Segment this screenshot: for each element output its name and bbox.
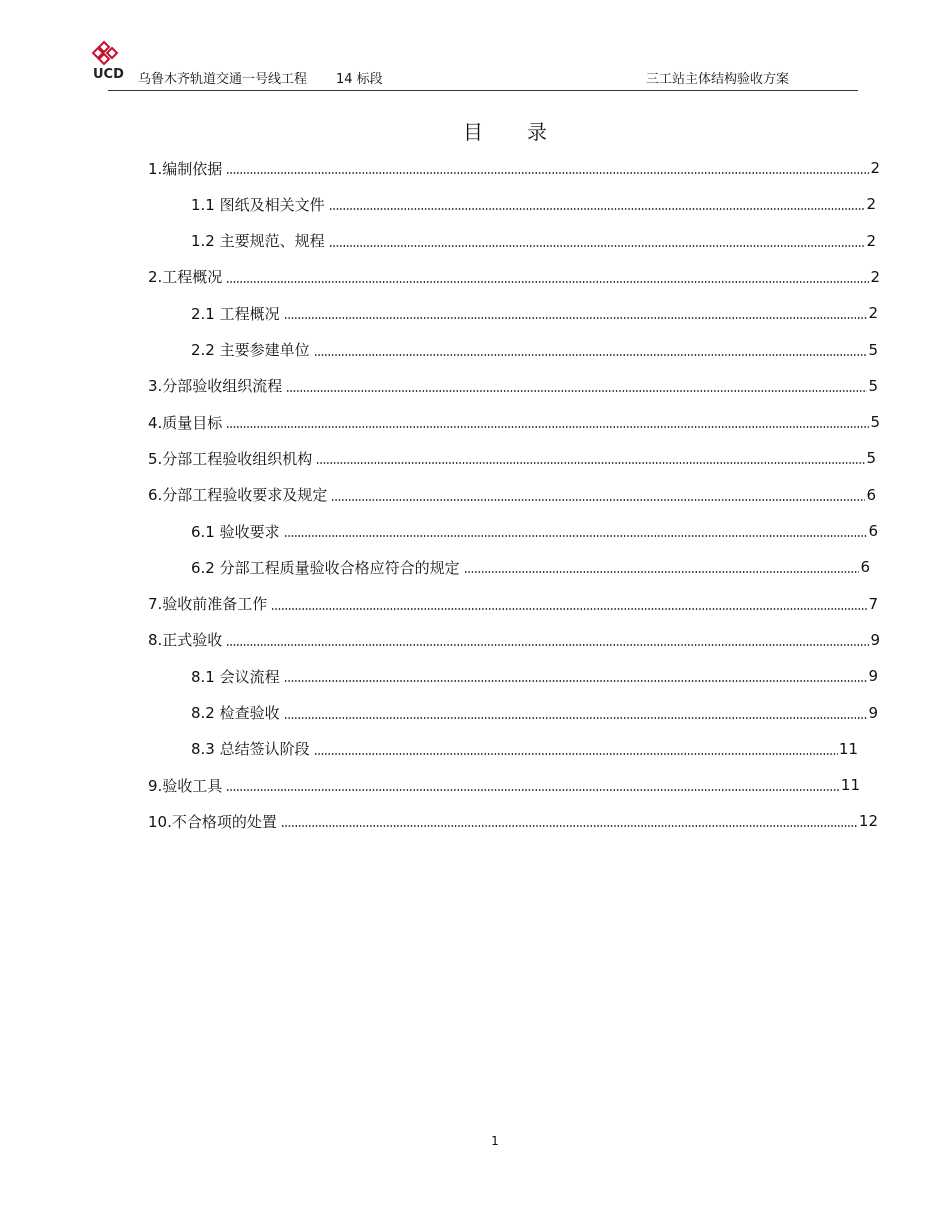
toc-entry-page: 6 [860,558,870,577]
toc-entry[interactable] [148,477,876,513]
toc-entry-page: 6 [868,522,878,540]
toc-entry-page: 2 [866,195,876,214]
toc-entry[interactable] [191,658,878,694]
toc-entry[interactable] [148,150,880,186]
toc-entry-label: 5.分部工程验收组织机构 [148,449,313,468]
header-project [138,68,383,87]
section-name: 14 标段 [335,72,383,87]
toc-entry-page: 9 [868,703,878,722]
toc-leader-dots [226,644,869,646]
toc-entry[interactable] [148,259,880,295]
toc-entry[interactable] [191,186,876,222]
toc-leader-dots [464,571,860,573]
toc-leader-dots [314,753,838,755]
toc-leader-dots [331,499,865,501]
toc-title [0,116,950,145]
toc-leader-dots [314,354,868,356]
toc-entry[interactable] [191,332,878,368]
toc-leader-dots [286,390,867,392]
header-doc-title: 三工站主体结构验收方案 [646,72,790,87]
toc-entry-label: 6.1 验收要求 [191,522,280,541]
toc-entry-page: 11 [840,776,860,795]
toc-leader-dots [329,208,866,210]
toc-entry-label: 7.验收前准备工作 [148,595,268,614]
toc-leader-dots [284,535,868,537]
toc-leader-dots [284,317,868,319]
toc-entry[interactable] [148,404,880,440]
toc-entry-label: 2.1 工程概况 [191,304,280,323]
toc-entry-page: 2 [870,159,880,177]
toc-leader-dots [226,426,869,428]
toc-entry-label: 3.分部验收组织流程 [148,377,283,396]
toc-entry-page: 12 [858,812,878,831]
page-number: 1 [491,1134,499,1148]
toc-entry-page: 5 [868,340,878,359]
header-rule [108,90,858,91]
toc-entry-page: 9 [870,630,880,649]
svg-text:UCD: UCD [93,67,124,82]
toc-entry-page: 5 [870,413,880,432]
ucd-logo [92,38,132,84]
toc-leader-dots [284,717,868,719]
toc-entry-label: 6.2 分部工程质量验收合格应符合的规定 [191,558,460,577]
toc-entry[interactable] [148,440,876,476]
toc-leader-dots [226,789,840,791]
toc-entry-label: 4.质量目标 [148,413,223,432]
toc-entry-label: 8.3 总结签认阶段 [191,740,310,759]
toc-entry-page: 9 [868,667,878,686]
toc-leader-dots [329,245,866,247]
toc-entry-label: 9.验收工具 [148,776,223,795]
toc-entry-page: 5 [868,376,878,395]
toc-entry[interactable] [148,767,860,803]
toc-entry-page: 2 [866,231,876,250]
toc-leader-dots [271,608,867,610]
project-name: 乌鲁木齐轨道交通一号线工程 [138,72,308,87]
page-header [92,38,858,94]
toc-entry-label: 8.正式验收 [148,631,223,650]
toc-entry-page: 2 [868,304,878,323]
toc-entry[interactable] [191,731,858,767]
toc-entry[interactable] [191,513,878,549]
toc-leader-dots [281,825,858,827]
toc-entry-page: 2 [870,267,880,286]
toc-entry[interactable] [148,586,878,622]
toc-title-part2: 录 [527,120,547,144]
toc-entry[interactable] [148,368,878,404]
toc-entry-label: 6.分部工程验收要求及规定 [148,486,328,505]
toc-entry-label: 2.工程概况 [148,268,223,287]
toc-entry-label: 2.2 主要参建单位 [191,341,310,359]
toc-entry-label: 8.2 检查验收 [191,704,280,722]
toc-entry-label: 10.不合格项的处置 [148,812,277,831]
toc-entry-page: 6 [866,485,876,504]
toc-entry[interactable] [191,549,870,585]
toc-entry-page: 7 [868,594,878,613]
toc-entry[interactable] [191,695,878,731]
toc-entry-label: 8.1 会议流程 [191,667,280,686]
toc-entry-label: 1.1 图纸及相关文件 [191,195,325,214]
toc-leader-dots [284,680,868,682]
toc-leader-dots [316,462,865,464]
toc-entry[interactable] [148,622,880,658]
toc-entry-page: 5 [866,449,876,468]
toc-entry-label: 1.2 主要规范、规程 [191,232,325,251]
toc-title-part1: 目 [463,120,483,144]
toc-entry[interactable] [191,223,876,259]
toc-entry-label: 1.编制依据 [148,159,223,178]
toc-entry[interactable] [191,295,878,331]
toc-leader-dots [226,281,869,283]
toc-entry-page: 11 [838,739,858,758]
toc-leader-dots [226,172,869,174]
toc-entry[interactable] [148,803,878,839]
